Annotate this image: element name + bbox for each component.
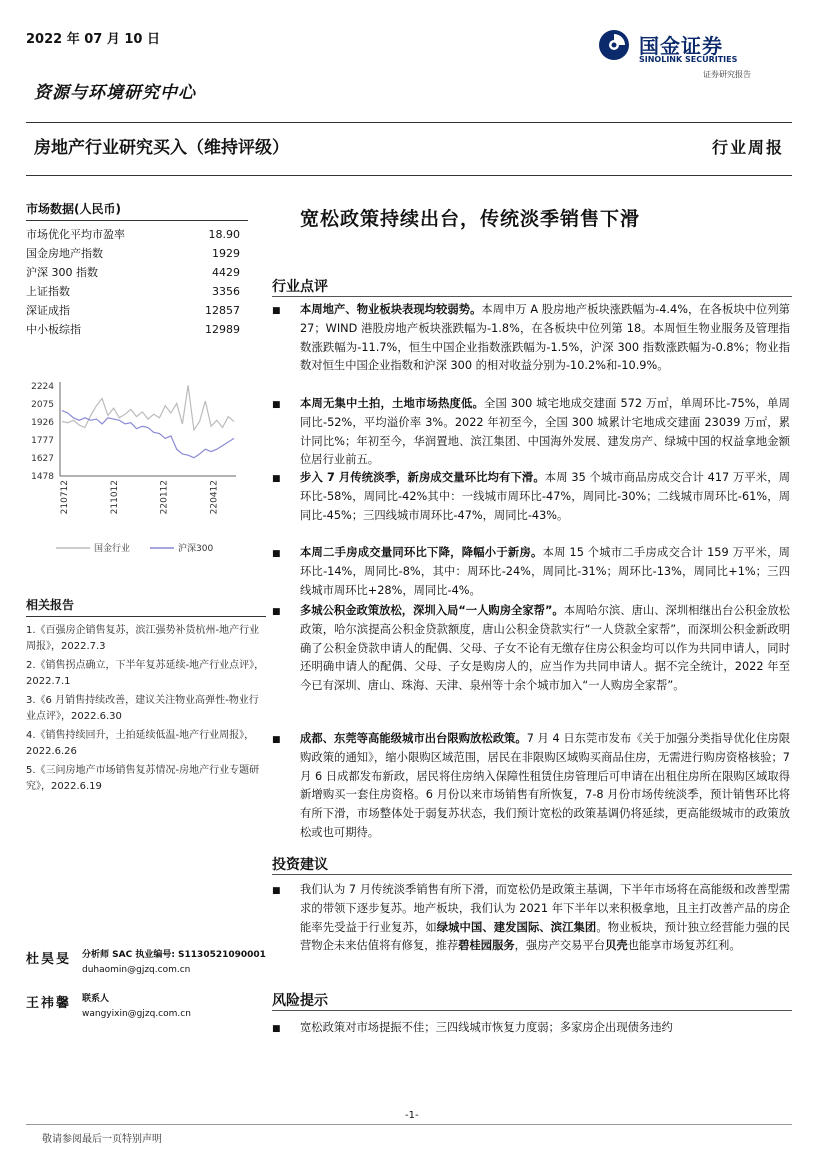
related-report-item[interactable]: 1.《百强房企销售复苏，滨江强势补货杭州-地产行业周报》，2022.7.3: [26, 625, 260, 652]
market-row-value: 12857: [205, 304, 240, 317]
paragraph-text: 全国 300 城宅地成交建面 572 万㎡，单周环比-75%，单周同比-52%，平均溢价率 3%。2022 年初至今，全国 300 城累计宅地成交建面 23039 万㎡，累计同比%；年初至今，华润置地、滨江集团、中国海外发展、建发房产、绿城中国的权益拿地金额位居行业前五。: [300, 397, 790, 467]
paragraph-lead: 多城公积金政策放松，深圳入局“一人购房全家帮”。: [300, 604, 564, 617]
bullet-icon: ■: [272, 735, 281, 745]
section-risk-title: 风险提示: [272, 993, 328, 1009]
invest-text: ，强房产交易平台: [514, 939, 606, 953]
bullet-icon: ■: [272, 549, 281, 559]
logo-cn-text: 国金证券: [639, 34, 723, 58]
section-divider: [272, 296, 792, 297]
invest-pick: 绿城中国、建发国际、滨江集团: [436, 920, 597, 934]
section-invest-title: 投资建议: [272, 857, 328, 873]
market-data-box: [26, 200, 248, 339]
rating-title: 房地产行业研究买入（维持评级）: [34, 138, 289, 158]
market-row: [26, 263, 248, 282]
market-row: [26, 320, 248, 339]
market-row: [26, 244, 248, 263]
analyst-name: 王祎馨: [26, 996, 72, 1011]
report-type: 行业周报: [711, 138, 784, 157]
paragraph-lead: 本周地产、物业板块表现均较弱势。: [300, 303, 482, 316]
paragraph-lead: 本周无集中土拍，土地市场热度低。: [300, 397, 484, 410]
paragraph-text: 本周哈尔滨、唐山、深圳相继出台公积金放松政策，哈尔滨提高公积金贷款额度，唐山公积金贷款实行“一人贷款全家帮”，而深圳公积金新政明确了公积金贷款申请人的配偶、父母、子女不论有无缴存住房公积金均可以作为共同申请人，同时还明确申请人的配偶、父母、子女是购房人的，应当作为共同申请人。据不完全统计，2022 年至今已有深圳、唐山、珠海、天津、泉州等十余个城市加入“一人购房全家帮”。: [300, 604, 790, 693]
analyst-title: 分析师 SAC 执业编号: S1130521090001: [82, 950, 266, 960]
market-row-value: 18.90: [208, 228, 240, 241]
analyst-row: [26, 948, 266, 978]
market-data-title: 市场数据(人民币): [26, 200, 248, 221]
section-divider: [272, 874, 792, 875]
invest-paragraph: [300, 881, 790, 956]
y-tick-label: 1627: [31, 454, 54, 465]
market-row: [26, 225, 248, 244]
related-report-item[interactable]: 5.《三问房地产市场销售复苏情况-房地产行业专题研究》，2022.6.19: [26, 765, 260, 792]
bullet-icon: ■: [272, 1024, 281, 1034]
related-reports-title: 相关报告: [26, 596, 266, 617]
x-tick-label: 220412: [209, 480, 220, 515]
y-tick-label: 1926: [31, 417, 54, 428]
paragraph: [300, 544, 790, 600]
market-row-label: 中小板综指: [26, 323, 81, 336]
bullet-icon: ■: [272, 886, 281, 896]
related-reports: [26, 596, 266, 798]
invest-text: 。物业板块，预计独立经营能力强的民营物企未来估值将有修复，推荐: [300, 920, 790, 953]
paragraph: [300, 301, 790, 376]
market-row-label: 深证成指: [26, 304, 70, 317]
bullet-icon: ■: [272, 474, 281, 484]
invest-text: 也能享市场复苏红利。: [627, 939, 741, 953]
market-row-value: 1929: [212, 247, 240, 260]
market-row-label: 市场优化平均市盈率: [26, 228, 125, 241]
paragraph: [300, 469, 790, 525]
paragraph-text: 7 月 4 日东莞市发布《关于加强分类指导优化住房限购政策的通知》，缩小限购区域范围，居民在非限购区域购买商品住房，无需进行购房资格核验；7 月 6 日成都发布新政，居民将住房纳入保障性租赁住房管理后可申请在出租住房所在限购区域取得新增购买一套住房资格。6 月份以来市场销售有所恢复，7-8 月份市场传统淡季，预计销售环比将有所下滑，市场整体处于弱复苏状态，我们预计宽松的政策基调仍将延续，更高能级城市的政策放松或也可期待。: [300, 732, 790, 839]
logo-sub-text: 证券研究报告: [703, 70, 751, 79]
x-tick-label: 220112: [159, 480, 170, 515]
paragraph-text: 本周 15 个城市二手房成交合计 159 万平米，周环比-14%，周同比-8%，其中：周环比-24%，周同比-31%；周环比-13%，周同比+1%；三四线城市周环比+28%，周同比-4%。: [300, 546, 790, 597]
legend-label: 国金行业: [94, 544, 131, 554]
invest-pick: 贝壳: [605, 939, 628, 953]
company-logo: [597, 24, 787, 84]
risk-paragraph: 宽松政策对市场提振不佳；三四线城市恢复力度弱；多家房企出现债务违约: [300, 1021, 673, 1034]
analyst-name: 杜昊旻: [26, 952, 72, 967]
index-chart-svg: [26, 370, 248, 570]
related-report-item[interactable]: 3.《6 月销售持续改善，建议关注物业高弹性-物业行业点评》，2022.6.30: [26, 695, 259, 722]
y-tick-label: 2224: [31, 382, 54, 392]
bullet-icon: ■: [272, 306, 281, 316]
paragraph: [300, 395, 790, 470]
market-row-value: 4429: [212, 266, 240, 279]
series-line-1: [62, 411, 234, 458]
analyst-box: [26, 948, 266, 1036]
analyst-title: 联系人: [82, 994, 110, 1004]
x-tick-label: 210712: [60, 480, 70, 515]
main-title: 宽松政策持续出台，传统淡季销售下滑: [300, 208, 641, 230]
y-tick-label: 1478: [31, 472, 54, 482]
section-industry-title: 行业点评: [272, 279, 328, 295]
paragraph: [300, 730, 790, 843]
invest-pick: 碧桂园服务: [458, 939, 515, 953]
footer-disclaimer: 敬请参阅最后一页特别声明: [42, 1134, 162, 1145]
y-tick-label: 1777: [31, 435, 54, 446]
market-row-value: 12989: [205, 323, 240, 336]
related-report-item[interactable]: 2.《销售拐点确立，下半年复苏延续-地产行业点评》，2022.7.1: [26, 660, 265, 687]
index-chart: [26, 370, 248, 570]
paragraph-text: 本周 35 个城市商品房成交合计 417 万平米，周环比-58%，周同比-42%其中：一线城市周环比-47%，周同比-30%；二线城市周环比-61%，周同比-45%；三四线城市周环比-47%，周同比-43%。: [300, 471, 790, 522]
analyst-email[interactable]: duhaomin@gjzq.com.cn: [82, 965, 191, 975]
section-divider: [272, 1010, 792, 1011]
title-bar: [26, 122, 792, 176]
paragraph-lead: 本周二手房成交量同环比下降，降幅小于新房。: [300, 546, 543, 559]
market-row: [26, 282, 248, 301]
page-number: -1-: [405, 1110, 419, 1121]
report-date: 2022 年 07 月 10 日: [26, 32, 160, 47]
market-row-label: 沪深 300 指数: [26, 266, 98, 279]
market-row: [26, 301, 248, 320]
y-tick-label: 2075: [31, 399, 54, 410]
related-report-item[interactable]: 4.《销售持续回升，土拍延续低温-地产行业周报》，2022.6.26: [26, 730, 255, 757]
paragraph-lead: 成都、东莞等高能级城市出台限购放松政策。: [300, 732, 527, 745]
logo-en-text: SINOLINK SECURITIES: [639, 55, 738, 64]
legend-label: 沪深300: [178, 544, 214, 554]
market-row-value: 3356: [212, 285, 240, 298]
invest-text: 我们认为 7 月传统淡季销售有所下滑，而宽松仍是政策主基调，下半年市场将在高能级和改善型需求的带领下逐步复苏。地产板块，我们认为 2021 年下半年以来积极拿地，且主打改善产品的房企能率先受益于行业复苏，如: [300, 883, 790, 934]
market-row-label: 上证指数: [26, 285, 70, 298]
bullet-icon: ■: [272, 607, 281, 617]
series-line-0: [62, 385, 234, 430]
paragraph-lead: 步入 7 月传统淡季，新房成交量环比均有下滑。: [300, 471, 545, 484]
analyst-email[interactable]: wangyixin@gjzq.com.cn: [82, 1009, 191, 1019]
paragraph: [300, 602, 790, 696]
paragraph-text: 本周申万 A 股房地产板块涨跌幅为-4.4%，在各板块中位列第 27；WIND 港股房地产板块涨跌幅为-1.8%，在各板块中位列第 18。本周恒生物业服务及管理指数涨跌幅为-11.7%，恒生中国企业指数涨跌幅为-1.5%，沪深 300 指数涨跌幅为-0.8%；物业指数对恒生中国企业指数和沪深 300 的相对收益分别为-10.2%和-10.9%。: [300, 303, 790, 373]
market-row-label: 国金房地产指数: [26, 247, 103, 260]
footer-divider: [26, 1124, 792, 1125]
logo-mark-icon: [597, 28, 631, 62]
research-center: 资源与环境研究中心: [34, 83, 196, 103]
analyst-row: [26, 992, 266, 1022]
bullet-icon: ■: [272, 400, 281, 410]
x-tick-label: 211012: [109, 480, 120, 515]
